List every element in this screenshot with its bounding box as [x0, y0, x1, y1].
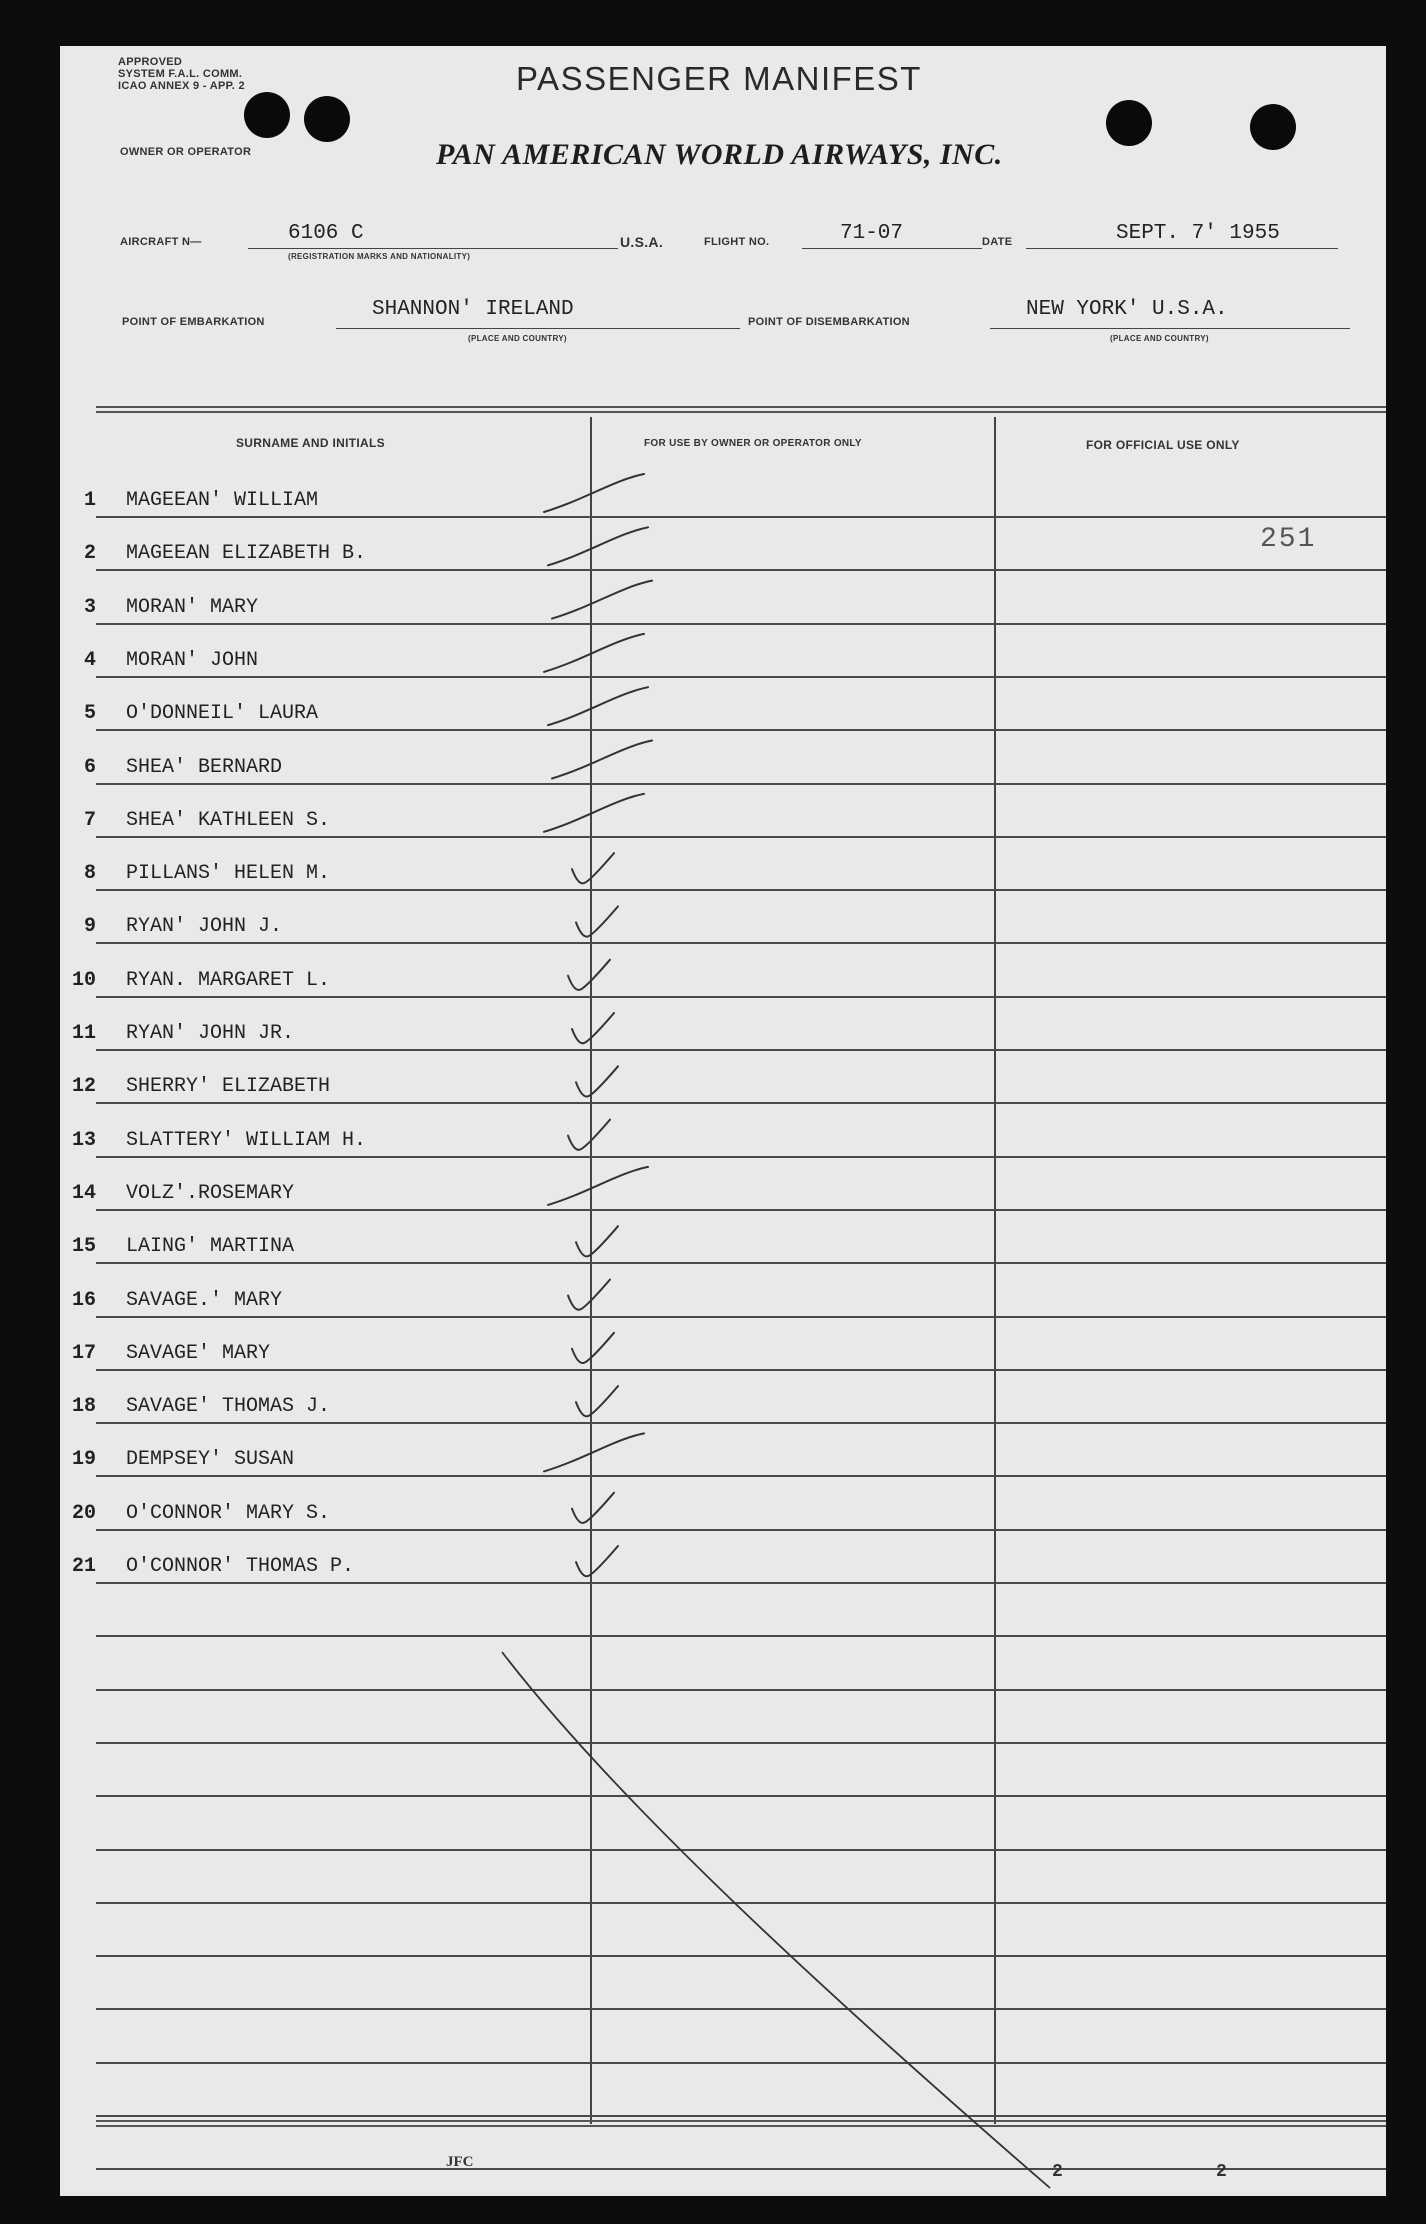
- check-mark: [576, 1066, 618, 1096]
- passenger-name: SAVAGE' MARY: [126, 1341, 271, 1365]
- flight-label: FLIGHT NO.: [704, 236, 770, 248]
- date-label: DATE: [982, 236, 1013, 248]
- check-mark: [576, 906, 618, 936]
- passenger-number: 1: [83, 489, 96, 512]
- manifest-sheet: [60, 46, 1386, 2196]
- date-value: SEPT. 7' 1955: [1116, 222, 1280, 245]
- passenger-name: RYAN' JOHN J.: [126, 915, 283, 939]
- approval-line: APPROVED: [118, 56, 183, 68]
- disembarkation-value: NEW YORK' U.S.A.: [1026, 298, 1228, 321]
- passenger-number: 7: [83, 808, 96, 832]
- official-note: 251: [1260, 524, 1317, 555]
- handwritten-marks: [60, 46, 1386, 2196]
- passenger-name: MORAN' MARY: [126, 595, 259, 619]
- check-mark: [572, 1493, 614, 1523]
- aircraft-label: AIRCRAFT N—: [120, 236, 202, 248]
- page-number-right: 2: [1216, 2162, 1227, 2182]
- passenger-number: 11: [71, 1022, 96, 1045]
- passenger-number: 10: [71, 968, 96, 992]
- check-mark: [568, 960, 610, 990]
- check-mark: [544, 634, 644, 672]
- approval-line: ICAO ANNEX 9 - APP. 2: [118, 80, 245, 92]
- aircraft-value: 6106 C: [288, 222, 364, 245]
- check-mark: [568, 1120, 610, 1150]
- passenger-name: RYAN. MARGARET L.: [126, 968, 331, 992]
- passenger-number: 5: [83, 702, 96, 726]
- flight-value: 71-07: [840, 222, 904, 245]
- passenger-name: O'CONNOR' MARY S.: [126, 1501, 331, 1525]
- passenger-number: 17: [71, 1341, 96, 1365]
- check-mark: [576, 1386, 618, 1416]
- disembarkation-label: POINT OF DISEMBARKATION: [748, 316, 910, 328]
- passenger-number: 3: [83, 595, 96, 619]
- aircraft-caption: (REGISTRATION MARKS AND NATIONALITY): [288, 252, 471, 261]
- form-title: PASSENGER MANIFEST: [516, 60, 922, 97]
- check-mark: [548, 687, 648, 725]
- passenger-number: 21: [71, 1555, 96, 1578]
- check-marks: [544, 474, 652, 1576]
- embarkation-value: SHANNON' IRELAND: [372, 298, 574, 321]
- passenger-name: SHEA' BERNARD: [126, 755, 283, 779]
- passenger-number: 4: [83, 648, 96, 672]
- check-mark: [572, 1013, 614, 1043]
- check-mark: [548, 527, 648, 565]
- passenger-number: 18: [71, 1395, 96, 1419]
- passenger-name: MAGEEAN ELIZABETH B.: [126, 542, 367, 566]
- passenger-number: 19: [71, 1448, 96, 1472]
- embarkation-label: POINT OF EMBARKATION: [122, 316, 265, 328]
- column-header-operator: FOR USE BY OWNER OR OPERATOR ONLY: [644, 438, 862, 449]
- passenger-number: 20: [71, 1501, 96, 1525]
- passenger-number: 12: [71, 1075, 96, 1099]
- check-mark: [572, 853, 614, 883]
- passenger-name: SLATTERY' WILLIAM H.: [126, 1128, 367, 1152]
- check-mark: [544, 1433, 644, 1471]
- passenger-name: SHEA' KATHLEEN S.: [126, 808, 331, 832]
- passenger-number: 6: [83, 755, 96, 779]
- check-mark: [544, 474, 644, 512]
- passenger-number: 9: [83, 915, 96, 939]
- operator-name: PAN AMERICAN WORLD AIRWAYS, INC.: [436, 138, 1003, 171]
- passenger-name: SAVAGE' THOMAS J.: [126, 1395, 331, 1419]
- passenger-number: 8: [83, 862, 96, 886]
- passenger-number: 2: [83, 542, 96, 566]
- passenger-number: 16: [71, 1288, 96, 1312]
- passenger-name: DEMPSEY' SUSAN: [126, 1448, 295, 1472]
- cancellation-line: [502, 1652, 1050, 2188]
- check-mark: [576, 1226, 618, 1256]
- check-mark: [544, 794, 644, 832]
- passenger-name: RYAN' JOHN JR.: [126, 1022, 295, 1045]
- check-mark: [548, 1167, 648, 1205]
- check-mark: [568, 1280, 610, 1310]
- passenger-name: SHERRY' ELIZABETH: [126, 1075, 331, 1099]
- passenger-name: O'DONNEIL' LAURA: [126, 702, 319, 726]
- passenger-name: PILLANS' HELEN M.: [126, 862, 331, 886]
- passenger-number: 13: [71, 1128, 96, 1152]
- approval-line: SYSTEM F.A.L. COMM.: [118, 68, 243, 80]
- check-mark: [552, 581, 652, 619]
- passenger-name: MAGEEAN' WILLIAM: [126, 489, 319, 512]
- passenger-name: SAVAGE.' MARY: [126, 1288, 283, 1312]
- embarkation-caption: (PLACE AND COUNTRY): [468, 334, 567, 343]
- passenger-number: 14: [71, 1181, 96, 1205]
- passenger-name: MORAN' JOHN: [126, 648, 259, 672]
- disembarkation-caption: (PLACE AND COUNTRY): [1110, 334, 1209, 343]
- passenger-number: 15: [71, 1235, 96, 1259]
- passenger-name: O'CONNOR' THOMAS P.: [126, 1555, 355, 1578]
- column-header-official: FOR OFFICIAL USE ONLY: [1086, 438, 1240, 452]
- check-mark: [576, 1546, 618, 1576]
- passenger-name: LAING' MARTINA: [126, 1235, 295, 1259]
- aircraft-suffix: U.S.A.: [620, 234, 664, 250]
- passenger-name: VOLZ'.ROSEMARY: [126, 1181, 295, 1205]
- check-mark: [572, 1333, 614, 1363]
- column-header-name: SURNAME AND INITIALS: [236, 436, 385, 450]
- owner-label: OWNER OR OPERATOR: [120, 146, 252, 158]
- check-mark: [552, 741, 652, 779]
- page-number-left: 2: [1052, 2162, 1063, 2182]
- footer-initials: JFC: [446, 2154, 474, 2170]
